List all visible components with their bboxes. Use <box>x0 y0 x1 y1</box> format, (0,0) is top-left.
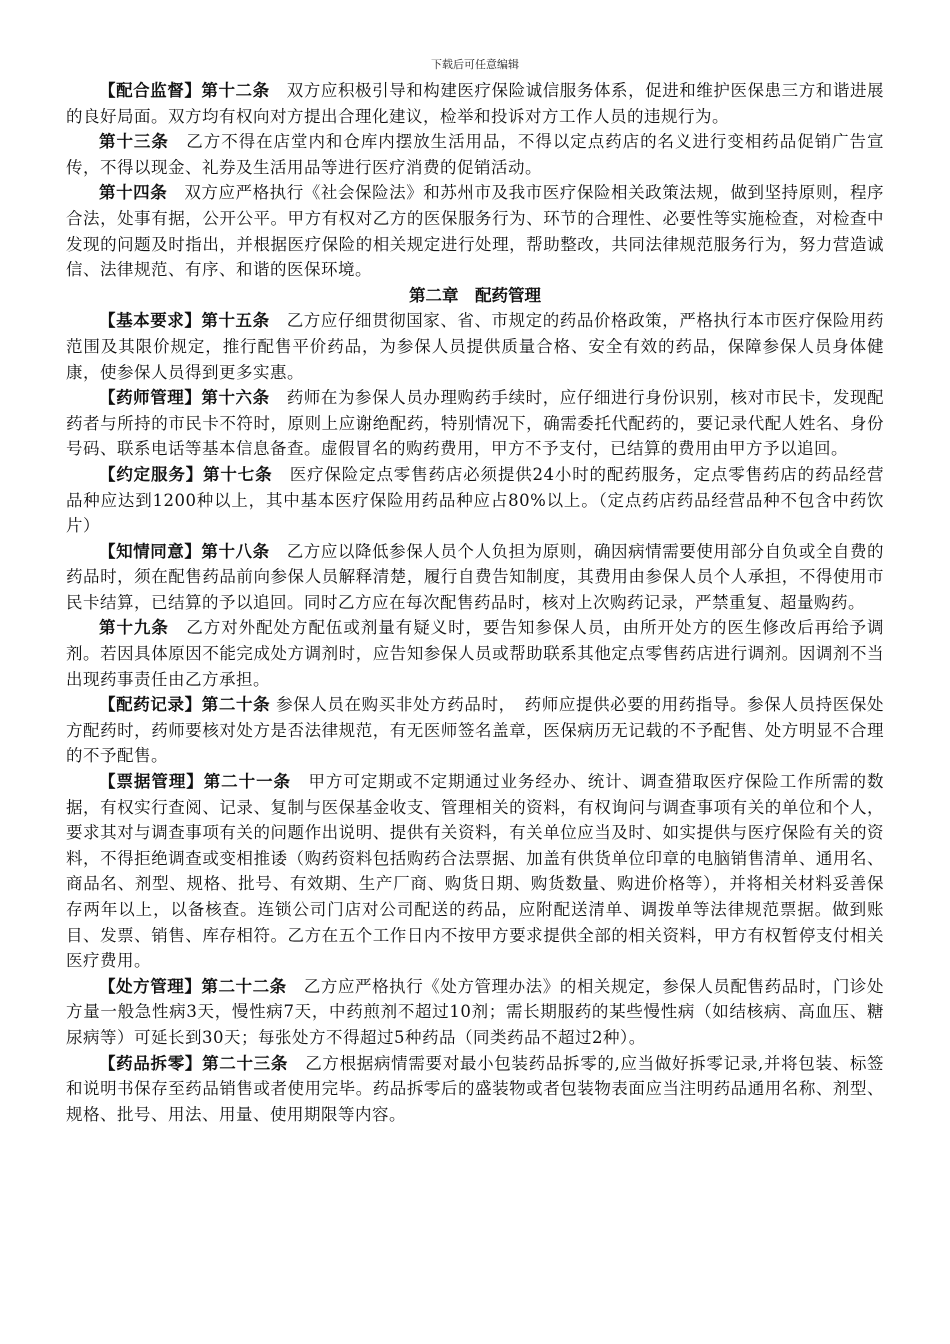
article-body: 乙方应严格执行《处方管理办法》的相关规定，参保人员配售药品时，门诊处方量一般急性病3天，慢性病7天，中药煎剂不超过10剂；需长期服药的某些慢性病（如结核病、高血压、糖尿病等）可延长到30天；每张处方不得超过5种药品（同类药品不超过2种）。 <box>66 976 885 1047</box>
article-title: 【配药记录】第二十条 <box>99 695 271 715</box>
article-title: 【药品拆零】第二十三条 <box>99 1053 289 1073</box>
article-21 <box>66 769 884 974</box>
article-body: 参保人员在购买非处方药品时， 药师应提供必要的用药指导。参保人员持医保处方配药时，药师要核对处方是否法律规范，有无医师签名盖章，医保病历无记载的不予配售、处方明显不合理的不予配售。 <box>66 695 885 766</box>
article-title: 第十四条 <box>99 183 168 203</box>
article-16 <box>66 385 884 462</box>
article-14 <box>66 180 884 282</box>
article-17 <box>66 462 884 539</box>
article-title: 【约定服务】第十七条 <box>99 464 273 484</box>
article-title: 第十三条 <box>99 132 169 152</box>
page-header: 下载后可任意编辑 <box>431 58 519 71</box>
article-15 <box>66 308 884 385</box>
article-body: 双方应积极引导和构建医疗保险诚信服务体系，促进和维护医保患三方和谐进展的良好局面。双方均有权向对方提出合理化建议，检举和投诉对方工作人员的违规行为。 <box>66 81 885 126</box>
article-body: 药师在为参保人员办理购药手续时，应仔细进行身份识别，核对市民卡，发现配药者与所持的市民卡不符时，原则上应谢绝配药，特别情况下，确需委托代配药的，要记录代配人姓名、身份号码、联系电话等基本信息备查。虚假冒名的购药费用，甲方不予支付，已结算的费用由甲方予以追回。 <box>66 388 885 459</box>
article-body: 乙方对外配处方配伍或剂量有疑义时，要告知参保人员，由所开处方的医生修改后再给予调剂。若因具体原因不能完成处方调剂时，应告知参保人员或帮助联系其他定点零售药店进行调剂。因调剂不当出现药事责任由乙方承担。 <box>66 618 885 689</box>
article-title: 【处方管理】第二十二条 <box>99 976 287 996</box>
article-title: 第十九条 <box>99 618 169 638</box>
article-title: 【基本要求】第十五条 <box>99 311 270 331</box>
article-body: 乙方不得在店堂内和仓库内摆放生活用品，不得以定点药店的名义进行变相药品促销广告宣传，不得以现金、礼券及生活用品等进行医疗消费的促销活动。 <box>66 132 885 177</box>
article-20 <box>66 692 884 769</box>
article-title: 【药师管理】第十六条 <box>99 388 270 408</box>
article-title: 【票据管理】第二十一条 <box>99 772 291 792</box>
article-19 <box>66 615 884 692</box>
chapter-heading: 第二章 配药管理 <box>409 285 541 305</box>
article-body: 医疗保险定点零售药店必须提供24小时的配药服务，定点零售药店的药品经营品种应达到1200种以上，其中基本医疗保险用药品种应占80%以上。（定点药店药品经营品种不包含中药饮片） <box>66 464 885 536</box>
article-13 <box>66 129 884 180</box>
article-body: 乙方应以降低参保人员个人负担为原则，确因病情需要使用部分自负或全自费的药品时，须在配售药品前向参保人员解释清楚，履行自费告知制度，其费用由参保人员个人承担，不得使用市民卡结算，已结算的予以追回。同时乙方应在每次配售药品时，核对上次购药记录，严禁重复、超量购药。 <box>66 541 885 612</box>
article-body: 乙方根据病情需要对最小包装药品拆零的,应当做好拆零记录,并将包装、标签和说明书保存至药品销售或者使用完毕。药品拆零后的盛装物或者包装物表面应当注明药品通用名称、剂型、规格、批号、用法、用量、使用期限等内容。 <box>66 1053 885 1124</box>
article-18 <box>66 539 884 616</box>
article-23 <box>66 1051 884 1128</box>
article-12 <box>66 78 884 129</box>
article-body: 甲方可定期或不定期通过业务经办、统计、调查猎取医疗保险工作所需的数据，有权实行查阅、记录、复制与医保基金收支、管理相关的资料，有权询问与调查事项有关的单位和个人，要求其对与调查事项有关的问题作出说明、提供有关资料，有关单位应当及时、如实提供与医疗保险有关的资料，不得拒绝调查或变相推诿（购药资料包括购药合法票据、加盖有供货单位印章的电脑销售清单、通用名、商品名、剂型、规格、批号、有效期、生产厂商、购货日期、购货数量、购进价格等），并将相关材料妥善保存两年以上，以备核查。连锁公司门店对公司配送的药品，应附配送清单、调拨单等法律规范票据。做到账目、发票、销售、库存相符。乙方在五个工作日内不按甲方要求提供全部的相关资料，甲方有权暂停支付相关医疗费用。 <box>66 772 884 971</box>
article-title: 【配合监督】第十二条 <box>99 81 270 100</box>
article-body: 乙方应仔细贯彻国家、省、市规定的药品价格政策，严格执行本市医疗保险用药范围及其限价规定，推行配售平价药品，为参保人员提供质量合格、安全有效的药品，保障参保人员身体健康，使参保人员得到更多实惠。 <box>66 311 885 382</box>
article-22 <box>66 974 884 1051</box>
article-title: 【知情同意】第十八条 <box>99 541 270 561</box>
article-body: 双方应严格执行《社会保险法》和苏州市及我市医疗保险相关政策法规，做到坚持原则，程序合法，处事有据，公开公平。甲方有权对乙方的医保服务行为、环节的合理性、必要性等实施检查，对检查中发现的问题及时指出，并根据医疗保险的相关规定进行处理，帮助整改，共同法律规范服务行为，努力营造诚信、法律规范、有序、和谐的医保环境。 <box>66 183 885 280</box>
